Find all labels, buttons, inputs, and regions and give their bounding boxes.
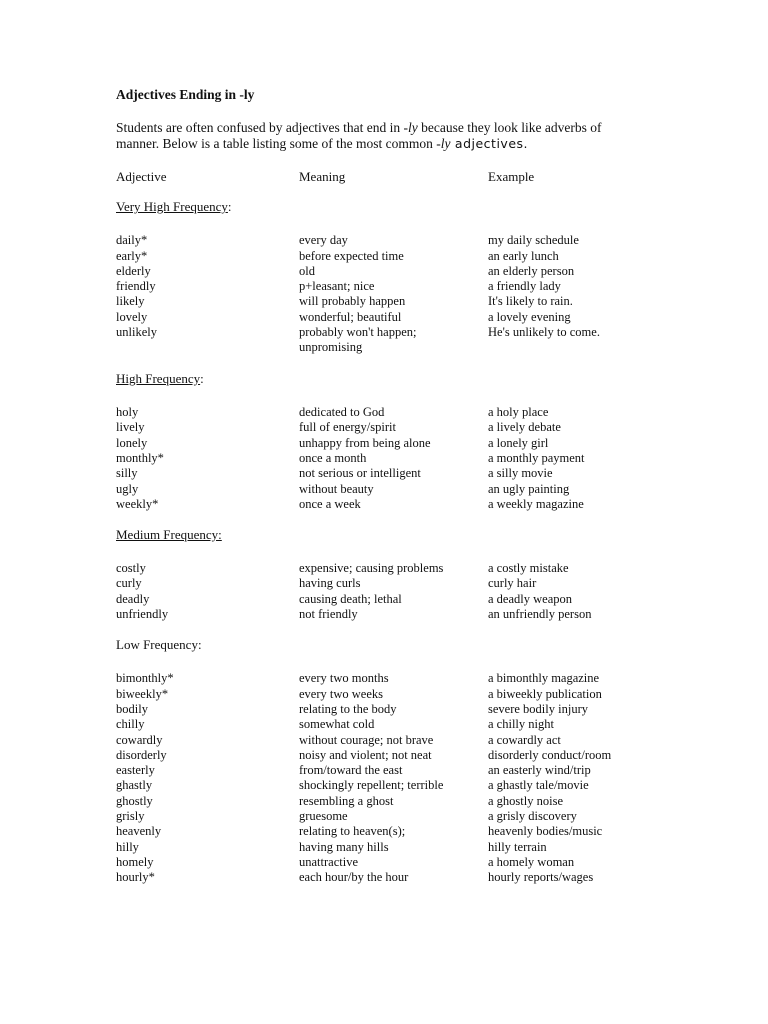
frequency-section	[116, 198, 656, 356]
meaning-cell: shockingly repellent; terrible	[299, 778, 444, 793]
sections-container	[116, 198, 656, 885]
adjective-cell: lonely	[116, 435, 148, 450]
meaning-cell: unattractive	[299, 854, 358, 869]
adjective-cell: weekly*	[116, 496, 159, 511]
table-row	[116, 607, 656, 622]
example-cell: a grisly discovery	[488, 809, 577, 824]
adjective-cell: unlikely	[116, 325, 157, 340]
table-row	[116, 405, 656, 420]
example-cell: an unfriendly person	[488, 607, 592, 622]
meaning-cell: old	[299, 263, 315, 278]
example-cell: a ghostly noise	[488, 793, 563, 808]
frequency-section	[116, 370, 656, 512]
adjective-cell: early*	[116, 248, 148, 263]
table-row	[116, 233, 656, 248]
frequency-section	[116, 636, 656, 885]
adjective-cell: bodily	[116, 701, 148, 716]
table-row	[116, 763, 656, 778]
table-row	[116, 794, 656, 809]
meaning-cell: every two months	[299, 671, 389, 686]
table-row	[116, 824, 656, 839]
adjective-cell: ghostly	[116, 793, 153, 808]
adjective-cell: chilly	[116, 717, 145, 732]
adjective-cell: heavenly	[116, 824, 162, 839]
example-cell: a cowardly act	[488, 732, 561, 747]
example-cell: He's unlikely to come.	[488, 325, 600, 340]
adjective-cell: monthly*	[116, 450, 164, 465]
document-title: Adjectives Ending in -ly	[116, 87, 255, 102]
intro-text-3: adjectives.	[450, 136, 529, 151]
meaning-cell: unhappy from being alone	[299, 435, 431, 450]
meaning-cell: noisy and violent; not neat	[299, 747, 432, 762]
example-cell: a lively debate	[488, 420, 561, 435]
table-row	[116, 561, 656, 576]
adjective-cell: grisly	[116, 809, 145, 824]
meaning-cell: before expected time	[299, 248, 404, 263]
section-title	[116, 636, 656, 654]
adjective-cell: silly	[116, 466, 138, 481]
table-row	[116, 809, 656, 824]
meaning-cell: will probably happen	[299, 294, 406, 309]
intro-paragraph	[116, 120, 646, 152]
adjective-cell: cowardly	[116, 732, 163, 747]
table-row	[116, 576, 656, 591]
example-cell: hilly terrain	[488, 839, 547, 854]
table-row	[116, 420, 656, 435]
table-row	[116, 687, 656, 702]
example-cell: a chilly night	[488, 717, 554, 732]
table-row	[116, 294, 656, 309]
adjective-cell: costly	[116, 561, 146, 576]
table-row	[116, 310, 656, 325]
intro-ly-2: ly	[440, 136, 451, 151]
adjective-cell: unfriendly	[116, 607, 169, 622]
example-cell: It's likely to rain.	[488, 294, 573, 309]
table-row	[116, 840, 656, 855]
example-cell: a silly movie	[488, 466, 553, 481]
table-row	[116, 870, 656, 885]
adjective-cell: ghastly	[116, 778, 153, 793]
header-example: Example	[488, 169, 535, 184]
table-row	[116, 466, 656, 481]
header-adjective: Adjective	[116, 169, 167, 184]
section-title-suffix: :	[200, 371, 204, 387]
meaning-cell: dedicated to God	[299, 405, 385, 420]
example-cell: a deadly weapon	[488, 591, 572, 606]
example-cell: a costly mistake	[488, 561, 569, 576]
meaning-cell: without courage; not brave	[299, 732, 434, 747]
adjective-cell: lively	[116, 420, 145, 435]
meaning-cell: gruesome	[299, 809, 348, 824]
example-cell: my daily schedule	[488, 233, 579, 248]
example-cell: a bimonthly magazine	[488, 671, 600, 686]
meaning-cell: full of energy/spirit	[299, 420, 396, 435]
section-title-text: High Frequency	[116, 371, 201, 387]
section-title-suffix: :	[227, 199, 232, 215]
column-headers	[116, 169, 656, 184]
meaning-cell: somewhat cold	[299, 717, 375, 732]
meaning-cell: once a month	[299, 450, 367, 465]
table-row	[116, 748, 656, 763]
table-row	[116, 778, 656, 793]
example-cell: a ghastly tale/movie	[488, 778, 589, 793]
frequency-section	[116, 526, 656, 622]
adjective-cell: ugly	[116, 481, 139, 496]
intro-ly-1: ly	[408, 120, 418, 135]
table-row	[116, 497, 656, 512]
table-row	[116, 325, 656, 356]
adjective-cell: hourly*	[116, 870, 155, 885]
adjective-cell: likely	[116, 294, 145, 309]
adjective-cell: hilly	[116, 839, 139, 854]
table-row	[116, 436, 656, 451]
meaning-cell: causing death; lethal	[299, 591, 402, 606]
table-row	[116, 855, 656, 870]
example-cell: an elderly person	[488, 263, 575, 278]
example-cell: heavenly bodies/music	[488, 824, 603, 839]
table-row	[116, 671, 656, 686]
meaning-cell: without beauty	[299, 481, 374, 496]
adjective-cell: easterly	[116, 763, 155, 778]
intro-text-1: Students are often confused by adjectives that end in -	[116, 120, 409, 135]
meaning-cell: relating to heaven(s);	[299, 824, 406, 839]
section-title	[116, 526, 656, 544]
table-row	[116, 717, 656, 732]
table-row	[116, 482, 656, 497]
adjective-cell: friendly	[116, 279, 156, 294]
adjective-cell: daily*	[116, 233, 148, 248]
adjective-cell: bimonthly*	[116, 671, 174, 686]
meaning-cell: wonderful; beautiful	[299, 309, 402, 324]
document-page	[116, 87, 656, 886]
meaning-cell: resembling a ghost	[299, 793, 394, 808]
table-row	[116, 279, 656, 294]
meaning-cell: p+leasant; nice	[299, 279, 375, 294]
example-cell: disorderly conduct/room	[488, 747, 612, 762]
example-cell: a biweekly publication	[488, 686, 602, 701]
table-row	[116, 249, 656, 264]
table-row	[116, 733, 656, 748]
example-cell: a monthly payment	[488, 450, 585, 465]
section-title	[116, 370, 656, 388]
table-row	[116, 451, 656, 466]
meaning-cell: from/toward the east	[299, 763, 403, 778]
adjective-cell: lovely	[116, 309, 148, 324]
table-row	[116, 592, 656, 607]
header-meaning: Meaning	[299, 169, 346, 184]
meaning-cell: not serious or intelligent	[299, 466, 421, 481]
adjective-cell: biweekly*	[116, 686, 169, 701]
adjective-cell: homely	[116, 854, 154, 869]
example-cell: a friendly lady	[488, 279, 561, 294]
section-title-suffix: Low Frequency:	[116, 637, 202, 653]
table-row	[116, 264, 656, 279]
adjective-cell: elderly	[116, 263, 151, 278]
example-cell: curly hair	[488, 576, 537, 591]
adjective-cell: curly	[116, 576, 142, 591]
section-title	[116, 198, 656, 216]
meaning-cell: every two weeks	[299, 686, 383, 701]
example-cell: a weekly magazine	[488, 496, 584, 511]
meaning-cell: once a week	[299, 496, 361, 511]
example-cell: an ugly painting	[488, 481, 570, 496]
section-title-text: Very High Frequency	[116, 199, 228, 215]
meaning-cell: every day	[299, 233, 348, 248]
example-cell: hourly reports/wages	[488, 870, 594, 885]
example-cell: an easterly wind/trip	[488, 763, 591, 778]
meaning-cell: not friendly	[299, 607, 358, 622]
example-cell: a holy place	[488, 405, 549, 420]
meaning-cell: having many hills	[299, 839, 389, 854]
meaning-cell: relating to the body	[299, 701, 397, 716]
example-cell: a lonely girl	[488, 435, 549, 450]
meaning-cell: each hour/by the hour	[299, 870, 409, 885]
example-cell: a homely woman	[488, 854, 575, 869]
table-row	[116, 702, 656, 717]
intro-text-2: because they look like adverbs of manner. Below is a table listing some of the most common -	[116, 120, 602, 151]
example-cell: an early lunch	[488, 248, 559, 263]
meaning-cell: having curls	[299, 576, 361, 591]
adjective-cell: holy	[116, 405, 139, 420]
meaning-cell: expensive; causing problems	[299, 561, 444, 576]
section-title-text: Medium Frequency:	[116, 527, 222, 543]
adjective-cell: disorderly	[116, 747, 167, 762]
example-cell: a lovely evening	[488, 309, 571, 324]
example-cell: severe bodily injury	[488, 701, 588, 716]
adjective-cell: deadly	[116, 591, 150, 606]
meaning-cell: probably won't happen; unpromising	[299, 325, 417, 355]
